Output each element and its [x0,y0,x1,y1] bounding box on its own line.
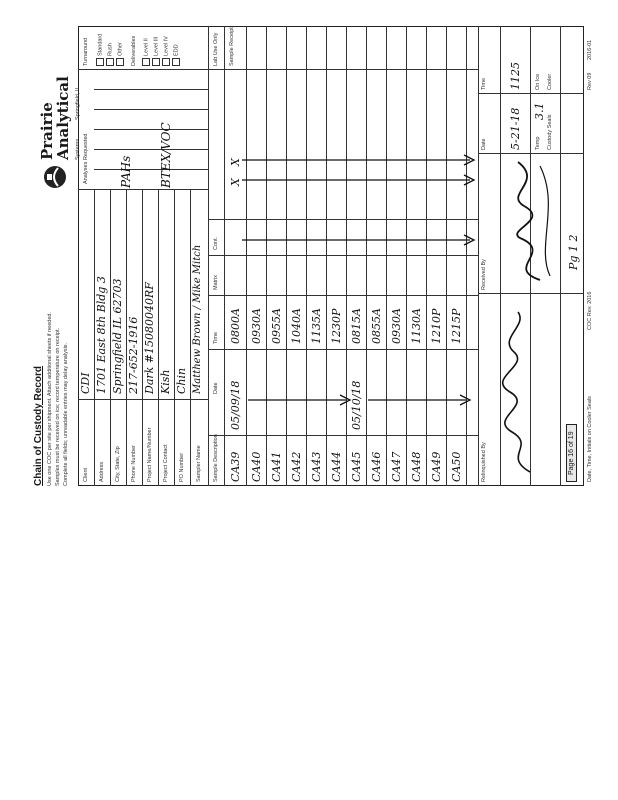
sample-id-2: CA40 [250,451,263,482]
ditto-arrow-icon [366,390,476,410]
deliverable-option-4[interactable]: EDD [172,44,180,66]
rotated-form-body [30,22,600,490]
contact-value: Kish [159,369,172,394]
deliverable-option-2[interactable]: Level III [152,37,160,66]
form-title: Chain of Custody Record [33,365,44,486]
deliverable-option-3[interactable]: Level IV [162,36,170,66]
project-value: Dark #15080040RF [143,282,156,394]
lab-name-2: Analytical [54,76,72,160]
sampler-label: Sampler Name [196,445,202,482]
analysis-mark-1: X [229,178,242,186]
sample-id-9: CA47 [390,451,403,482]
prairie-logo-icon [42,164,68,190]
instruction-line-3: Complete all fields; unreadable entries may delay analysis. [63,342,69,486]
lab-use-label: Lab Use Only [213,32,219,66]
sample-id-1: CA39 [229,451,242,482]
relinquished-label: Relinquished By [481,442,487,482]
address-label: Address [99,461,105,482]
turnaround-option-1[interactable]: Standard [96,34,104,66]
sample-time-7: 0815A [350,308,363,344]
sample-id-5: CA43 [310,451,323,482]
sample-time-11: 1210P [430,308,443,344]
deliverables-label: Deliverables [131,35,137,66]
sample-time-4: 1040A [290,308,303,344]
page-of: 2 [567,234,580,242]
sample-id-3: CA41 [270,451,283,482]
seal-label: Custody Seals [547,114,553,150]
analysis-entry-2: BTEX/VOC [159,122,173,188]
analysis-header: Analyses Requested [83,133,89,184]
sample-time-12: 1215P [450,308,463,344]
coc-form [30,22,600,490]
relinquish-time: 1125 [509,62,522,90]
ice-label: On Ice [535,73,541,90]
received-label: Received By [481,259,487,290]
sample-id-7: CA45 [350,451,363,482]
col-time-label: Time [213,331,219,344]
ditto-arrow-icon [240,170,480,190]
phone-value: 217-652-1916 [127,316,140,394]
instruction-line-2: Samples must be received on ice; record temperature on receipt. [55,327,61,486]
sample-id-10: CA48 [410,451,423,482]
sample-id-12: CA50 [450,451,463,482]
footer-left: Date, Time, Initials on Cooler Seals [587,396,593,482]
col-cont-label: Cont. [213,236,219,250]
sample-time-10: 1130A [410,308,423,344]
instruction-line-1: Use one COC per site per shipment. Attach additional sheets if needed. [47,312,53,486]
lab-name-1: Prairie [38,102,56,160]
sample-time-8: 0855A [370,308,383,344]
col-date-label: Date [213,382,219,394]
ditto-arrow-icon [246,390,356,410]
lab-name-3: Systems [75,138,81,160]
po-value: Chin [175,367,188,394]
sample-time-6: 1230P [330,308,343,344]
page-count-box: Page 16 of 19 [566,424,577,482]
client-label: Client [83,467,89,482]
sample-time-3: 0955A [270,308,283,344]
page-number: 1 [567,245,580,253]
sample-date-7: 05/10/18 [350,380,363,430]
sample-id-8: CA46 [370,451,383,482]
time-label: Time [481,77,487,90]
relinquish-date: 5-21-18 [509,107,522,150]
client-value: CDI [79,372,92,394]
page-label [568,235,579,270]
sample-time-9: 0930A [390,308,403,344]
lab-address: Springfield, IL [75,86,81,120]
relinquisher-signature [500,306,540,476]
col-sample-label: Sample Description [213,434,219,482]
analysis-entry-1: PAHs [119,155,133,188]
sample-time-5: 1135A [310,308,323,344]
analysis-mark-2: X [229,158,242,166]
sample-time-2: 0930A [250,308,263,344]
sampler-value: Matthew Brown / Mike Mitch [192,244,203,394]
sample-id-6: CA44 [330,451,343,482]
date-label: Date [481,138,487,150]
address-value: 1701 East 8th Bldg 3 [95,276,108,394]
sample-id-4: CA42 [290,451,303,482]
turnaround-option-2[interactable]: Rush [106,43,114,66]
po-label: PO Number [179,452,185,482]
sample-id-11: CA49 [430,451,443,482]
project-label: Project Name/Number [147,427,153,482]
footer-left-2: COC Rev. 2016 [587,291,593,330]
col-matrix-label: Matrix [213,275,219,290]
ditto-arrow-icon [240,150,480,170]
contact-label: Project Contact [163,444,169,482]
turnaround-option-3[interactable]: Other [116,42,124,66]
ditto-arrow-icon [240,230,480,250]
temp-value: 3.1 [533,102,546,120]
page-label-text: Pg [567,255,580,270]
sample-receipt-label: Sample Receipt [229,27,235,66]
sample-time-1: 0800A [229,308,242,344]
cooler-label: Cooler [547,73,553,90]
receiver-signature [500,156,560,286]
footer-right: Rev 09 [587,72,593,90]
city-value: Springfield IL 62703 [111,278,124,394]
footer-right-2: 2016-01 [587,39,593,60]
turnaround-label: Turnaround [83,37,89,66]
phone-label: Phone Number [131,445,137,482]
deliverable-option-1[interactable]: Level II [142,38,150,66]
city-label: City, State, Zip [115,446,121,482]
temp-label: Temp [535,136,541,150]
sample-date-1: 05/09/18 [229,380,242,430]
